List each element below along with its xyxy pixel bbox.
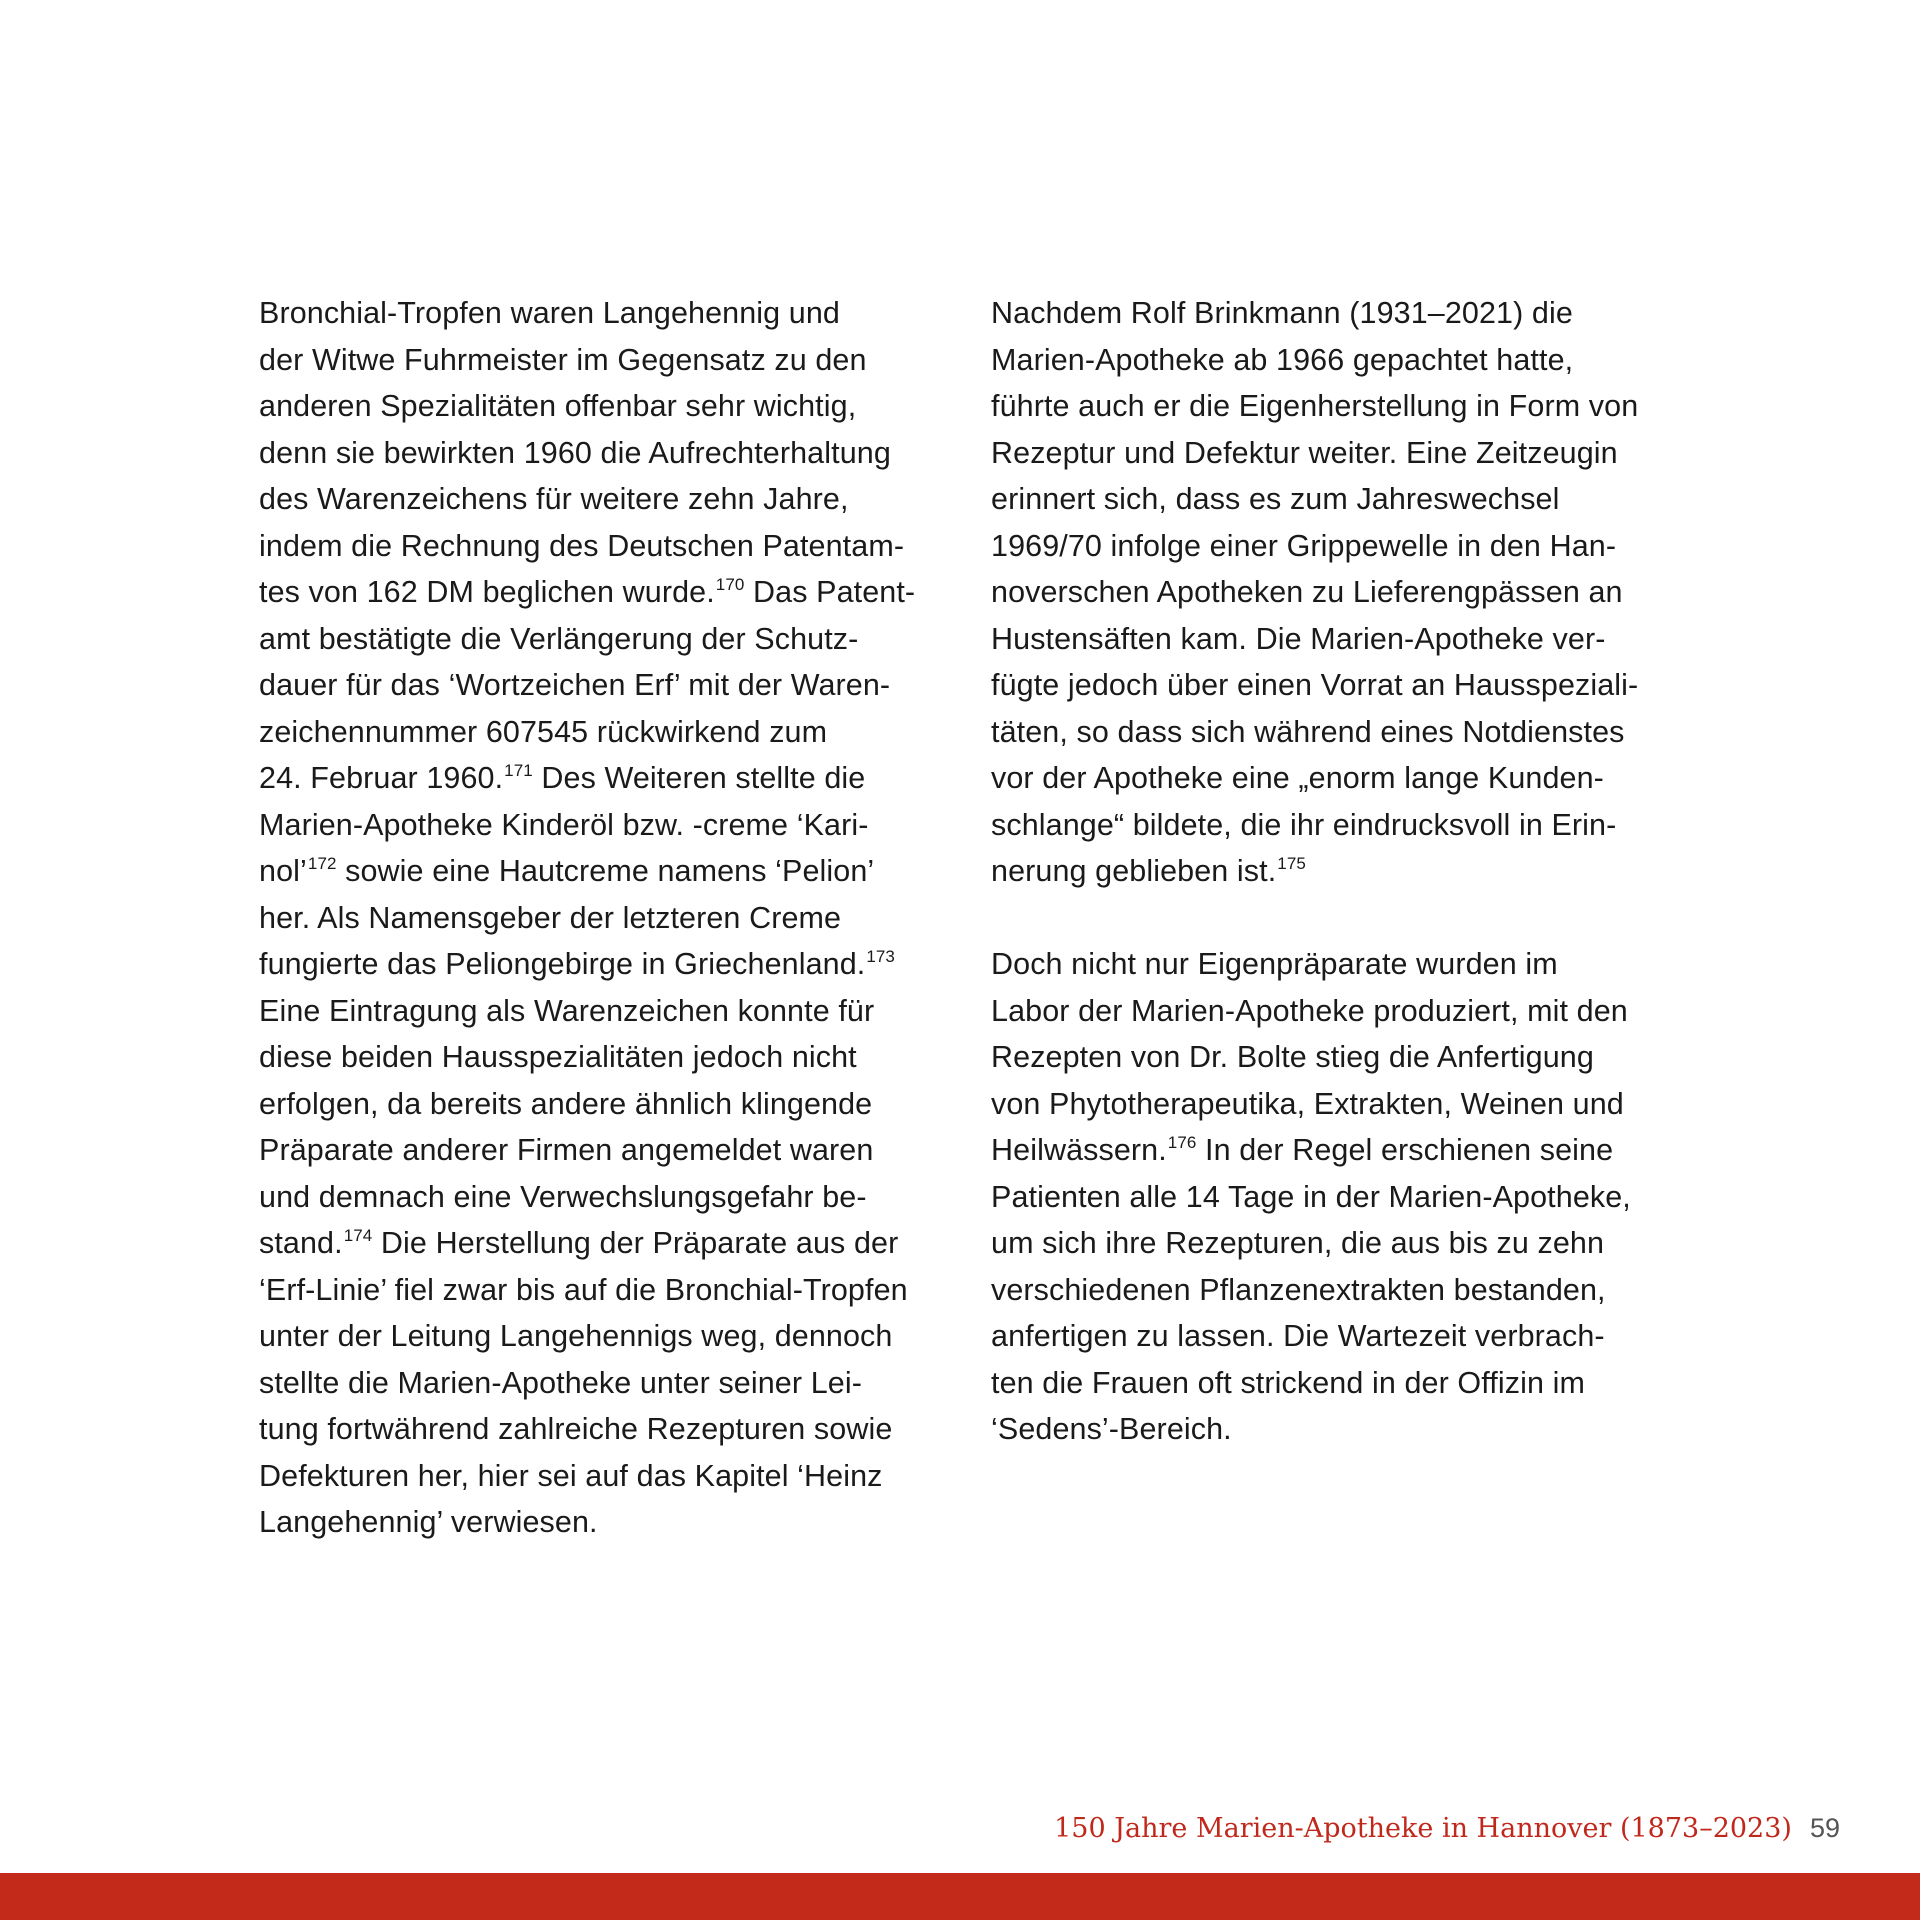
line-text: Marien-Apotheke Kinderöl bzw. -creme ‘Kari- <box>259 807 869 842</box>
line-text: verschiedenen Pflanzenextrakten bestanden, <box>991 1272 1606 1307</box>
text-line <box>991 616 1711 663</box>
footnote-reference: 171 <box>504 761 533 780</box>
text-line <box>991 1081 1711 1128</box>
line-text: erfolgen, da bereits andere ähnlich klingende <box>259 1086 873 1121</box>
line-text: Heilwässern. <box>991 1133 1167 1167</box>
line-text: Langehennig’ verwiesen. <box>259 1505 598 1539</box>
text-line <box>259 1034 979 1081</box>
line-text: ten die Frauen oft strickend in der Offizin im <box>991 1365 1585 1400</box>
line-text: stand. <box>259 1226 343 1260</box>
line-text: nol’ <box>259 854 307 888</box>
line-text: unter der Leitung Langehennigs weg, dennoch <box>259 1319 893 1353</box>
text-line <box>991 662 1711 709</box>
line-text: noverschen Apotheken zu Lieferengpässen an <box>991 575 1623 609</box>
line-text: denn sie bewirkten 1960 die Aufrechterhaltung <box>259 435 891 470</box>
footnote-reference: 175 <box>1277 854 1306 873</box>
paragraph-eigenpraeparate <box>991 941 1711 1453</box>
text-line <box>259 569 979 616</box>
text-line <box>991 337 1711 384</box>
footnote-reference: 170 <box>715 575 745 594</box>
line-text: schlange“ bildete, die ihr eindrucksvoll in Erin- <box>991 807 1617 842</box>
text-line <box>259 662 979 709</box>
line-text: täten, so dass sich während eines Notdienstes <box>991 714 1625 749</box>
line-text: fügte jedoch über einen Vorrat an Hausspeziali- <box>991 668 1639 702</box>
text-line <box>259 337 979 384</box>
paragraph-spacer <box>991 895 1711 942</box>
text-line <box>991 755 1711 802</box>
text-line <box>991 848 1711 895</box>
text-line <box>991 569 1711 616</box>
line-text: tes von 162 DM beglichen wurde. <box>259 575 715 609</box>
line-text: tung fortwährend zahlreiche Rezepturen sowie <box>259 1412 893 1446</box>
line-text: Patienten alle 14 Tage in der Marien-Apotheke, <box>991 1179 1631 1214</box>
accent-bar <box>0 1873 1920 1920</box>
running-footer <box>1054 1813 1840 1844</box>
text-line <box>991 290 1711 337</box>
text-line <box>259 1453 979 1500</box>
text-line <box>259 383 979 430</box>
line-text: Nachdem Rolf Brinkmann (1931–2021) die <box>991 296 1573 330</box>
line-text: Hustensäften kam. Die Marien-Apotheke ver- <box>991 621 1606 656</box>
line-text: amt bestätigte die Verlängerung der Schutz- <box>259 621 859 656</box>
left-text-column <box>259 290 979 1546</box>
text-line <box>259 1313 979 1360</box>
text-line <box>259 941 979 988</box>
line-text: ‘Sedens’-Bereich. <box>991 1412 1232 1446</box>
text-line <box>259 430 979 477</box>
line-text: erinnert sich, dass es zum Jahreswechsel <box>991 482 1560 516</box>
line-text: 1969/70 infolge einer Grippewelle in den Han- <box>991 528 1617 563</box>
line-text: der Witwe Fuhrmeister im Gegensatz zu den <box>259 342 867 377</box>
text-line <box>259 895 979 942</box>
line-text: fungierte das Peliongebirge in Griechenland. <box>259 947 866 981</box>
line-text: dauer für das ‘Wortzeichen Erf’ mit der Waren- <box>259 668 891 702</box>
line-text-continued: In der Regel erschienen seine <box>1196 1133 1614 1167</box>
line-text: Marien-Apotheke ab 1966 gepachtet hatte, <box>991 342 1574 377</box>
text-line <box>991 709 1711 756</box>
text-line <box>259 616 979 663</box>
text-line <box>259 988 979 1035</box>
line-text: Bronchial-Tropfen waren Langehennig und <box>259 296 840 330</box>
line-text: nerung geblieben ist. <box>991 854 1277 888</box>
text-line <box>259 709 979 756</box>
text-line <box>259 1360 979 1407</box>
text-line <box>259 1127 979 1174</box>
line-text: Doch nicht nur Eigenpräparate wurden im <box>991 947 1558 981</box>
footnote-reference: 174 <box>343 1226 373 1245</box>
line-text: Labor der Marien-Apotheke produziert, mit den <box>991 993 1628 1028</box>
text-line <box>991 523 1711 570</box>
line-text: stellte die Marien-Apotheke unter seiner Lei- <box>259 1365 862 1400</box>
line-text: diese beiden Hausspezialitäten jedoch nicht <box>259 1040 857 1074</box>
text-line <box>991 1174 1711 1221</box>
footnote-reference: 172 <box>307 854 337 873</box>
text-line <box>991 430 1711 477</box>
text-line <box>991 1220 1711 1267</box>
line-text: Defekturen her, hier sei auf das Kapitel ‘Heinz <box>259 1458 883 1493</box>
text-line <box>259 290 979 337</box>
line-text: zeichennummer 607545 rückwirkend zum <box>259 714 828 749</box>
text-line <box>259 523 979 570</box>
text-line <box>991 1127 1711 1174</box>
line-text: von Phytotherapeutika, Extrakten, Weinen und <box>991 1086 1624 1121</box>
line-text: anderen Spezialitäten offenbar sehr wichtig, <box>259 389 857 423</box>
text-line <box>259 1081 979 1128</box>
line-text: vor der Apotheke eine „enorm lange Kunden- <box>991 761 1604 795</box>
text-line <box>991 1360 1711 1407</box>
footnote-reference: 173 <box>866 947 895 966</box>
line-text-continued: Die Herstellung der Präparate aus der <box>372 1226 899 1260</box>
text-line <box>991 1313 1711 1360</box>
line-text: führte auch er die Eigenherstellung in Form von <box>991 389 1639 423</box>
footnote-reference: 176 <box>1167 1133 1197 1152</box>
text-line <box>991 988 1711 1035</box>
line-text: Rezeptur und Defektur weiter. Eine Zeitzeugin <box>991 435 1618 470</box>
text-line <box>259 1499 979 1546</box>
line-text: her. Als Namensgeber der letzteren Creme <box>259 900 842 935</box>
text-line <box>259 1174 979 1221</box>
line-text: und demnach eine Verwechslungsgefahr be- <box>259 1179 867 1214</box>
text-line <box>991 1034 1711 1081</box>
line-text: 24. Februar 1960. <box>259 761 504 795</box>
text-line <box>259 476 979 523</box>
text-line <box>259 1220 979 1267</box>
line-text: des Warenzeichens für weitere zehn Jahre, <box>259 482 849 516</box>
text-line <box>991 476 1711 523</box>
text-line <box>259 1267 979 1314</box>
right-text-column <box>991 290 1711 1453</box>
text-line <box>259 802 979 849</box>
text-line <box>991 383 1711 430</box>
line-text: um sich ihre Rezepturen, die aus bis zu zehn <box>991 1226 1605 1260</box>
text-line <box>991 1406 1711 1453</box>
line-text: Rezepten von Dr. Bolte stieg die Anfertigung <box>991 1040 1594 1074</box>
line-text: indem die Rechnung des Deutschen Patentam- <box>259 528 905 563</box>
text-line <box>991 1267 1711 1314</box>
paragraph-brinkmann <box>991 290 1711 895</box>
line-text: ‘Erf-Linie’ fiel zwar bis auf die Bronchial-Tropfen <box>259 1272 908 1307</box>
page-number: 59 <box>1809 1813 1840 1843</box>
book-title: 150 Jahre Marien-Apotheke in Hannover (1873–2023) <box>1054 1813 1792 1844</box>
text-line <box>991 941 1711 988</box>
line-text: Eine Eintragung als Warenzeichen konnte für <box>259 993 875 1028</box>
line-text-continued: Das Patent- <box>744 575 916 609</box>
text-line <box>259 755 979 802</box>
line-text-continued: sowie eine Hautcreme namens ‘Pelion’ <box>336 854 875 888</box>
line-text: anfertigen zu lassen. Die Wartezeit verbrach- <box>991 1319 1605 1353</box>
text-line <box>259 848 979 895</box>
text-line <box>259 1406 979 1453</box>
line-text: Präparate anderer Firmen angemeldet waren <box>259 1133 874 1167</box>
text-line <box>991 802 1711 849</box>
line-text-continued: Des Weiteren stellte die <box>532 761 866 795</box>
